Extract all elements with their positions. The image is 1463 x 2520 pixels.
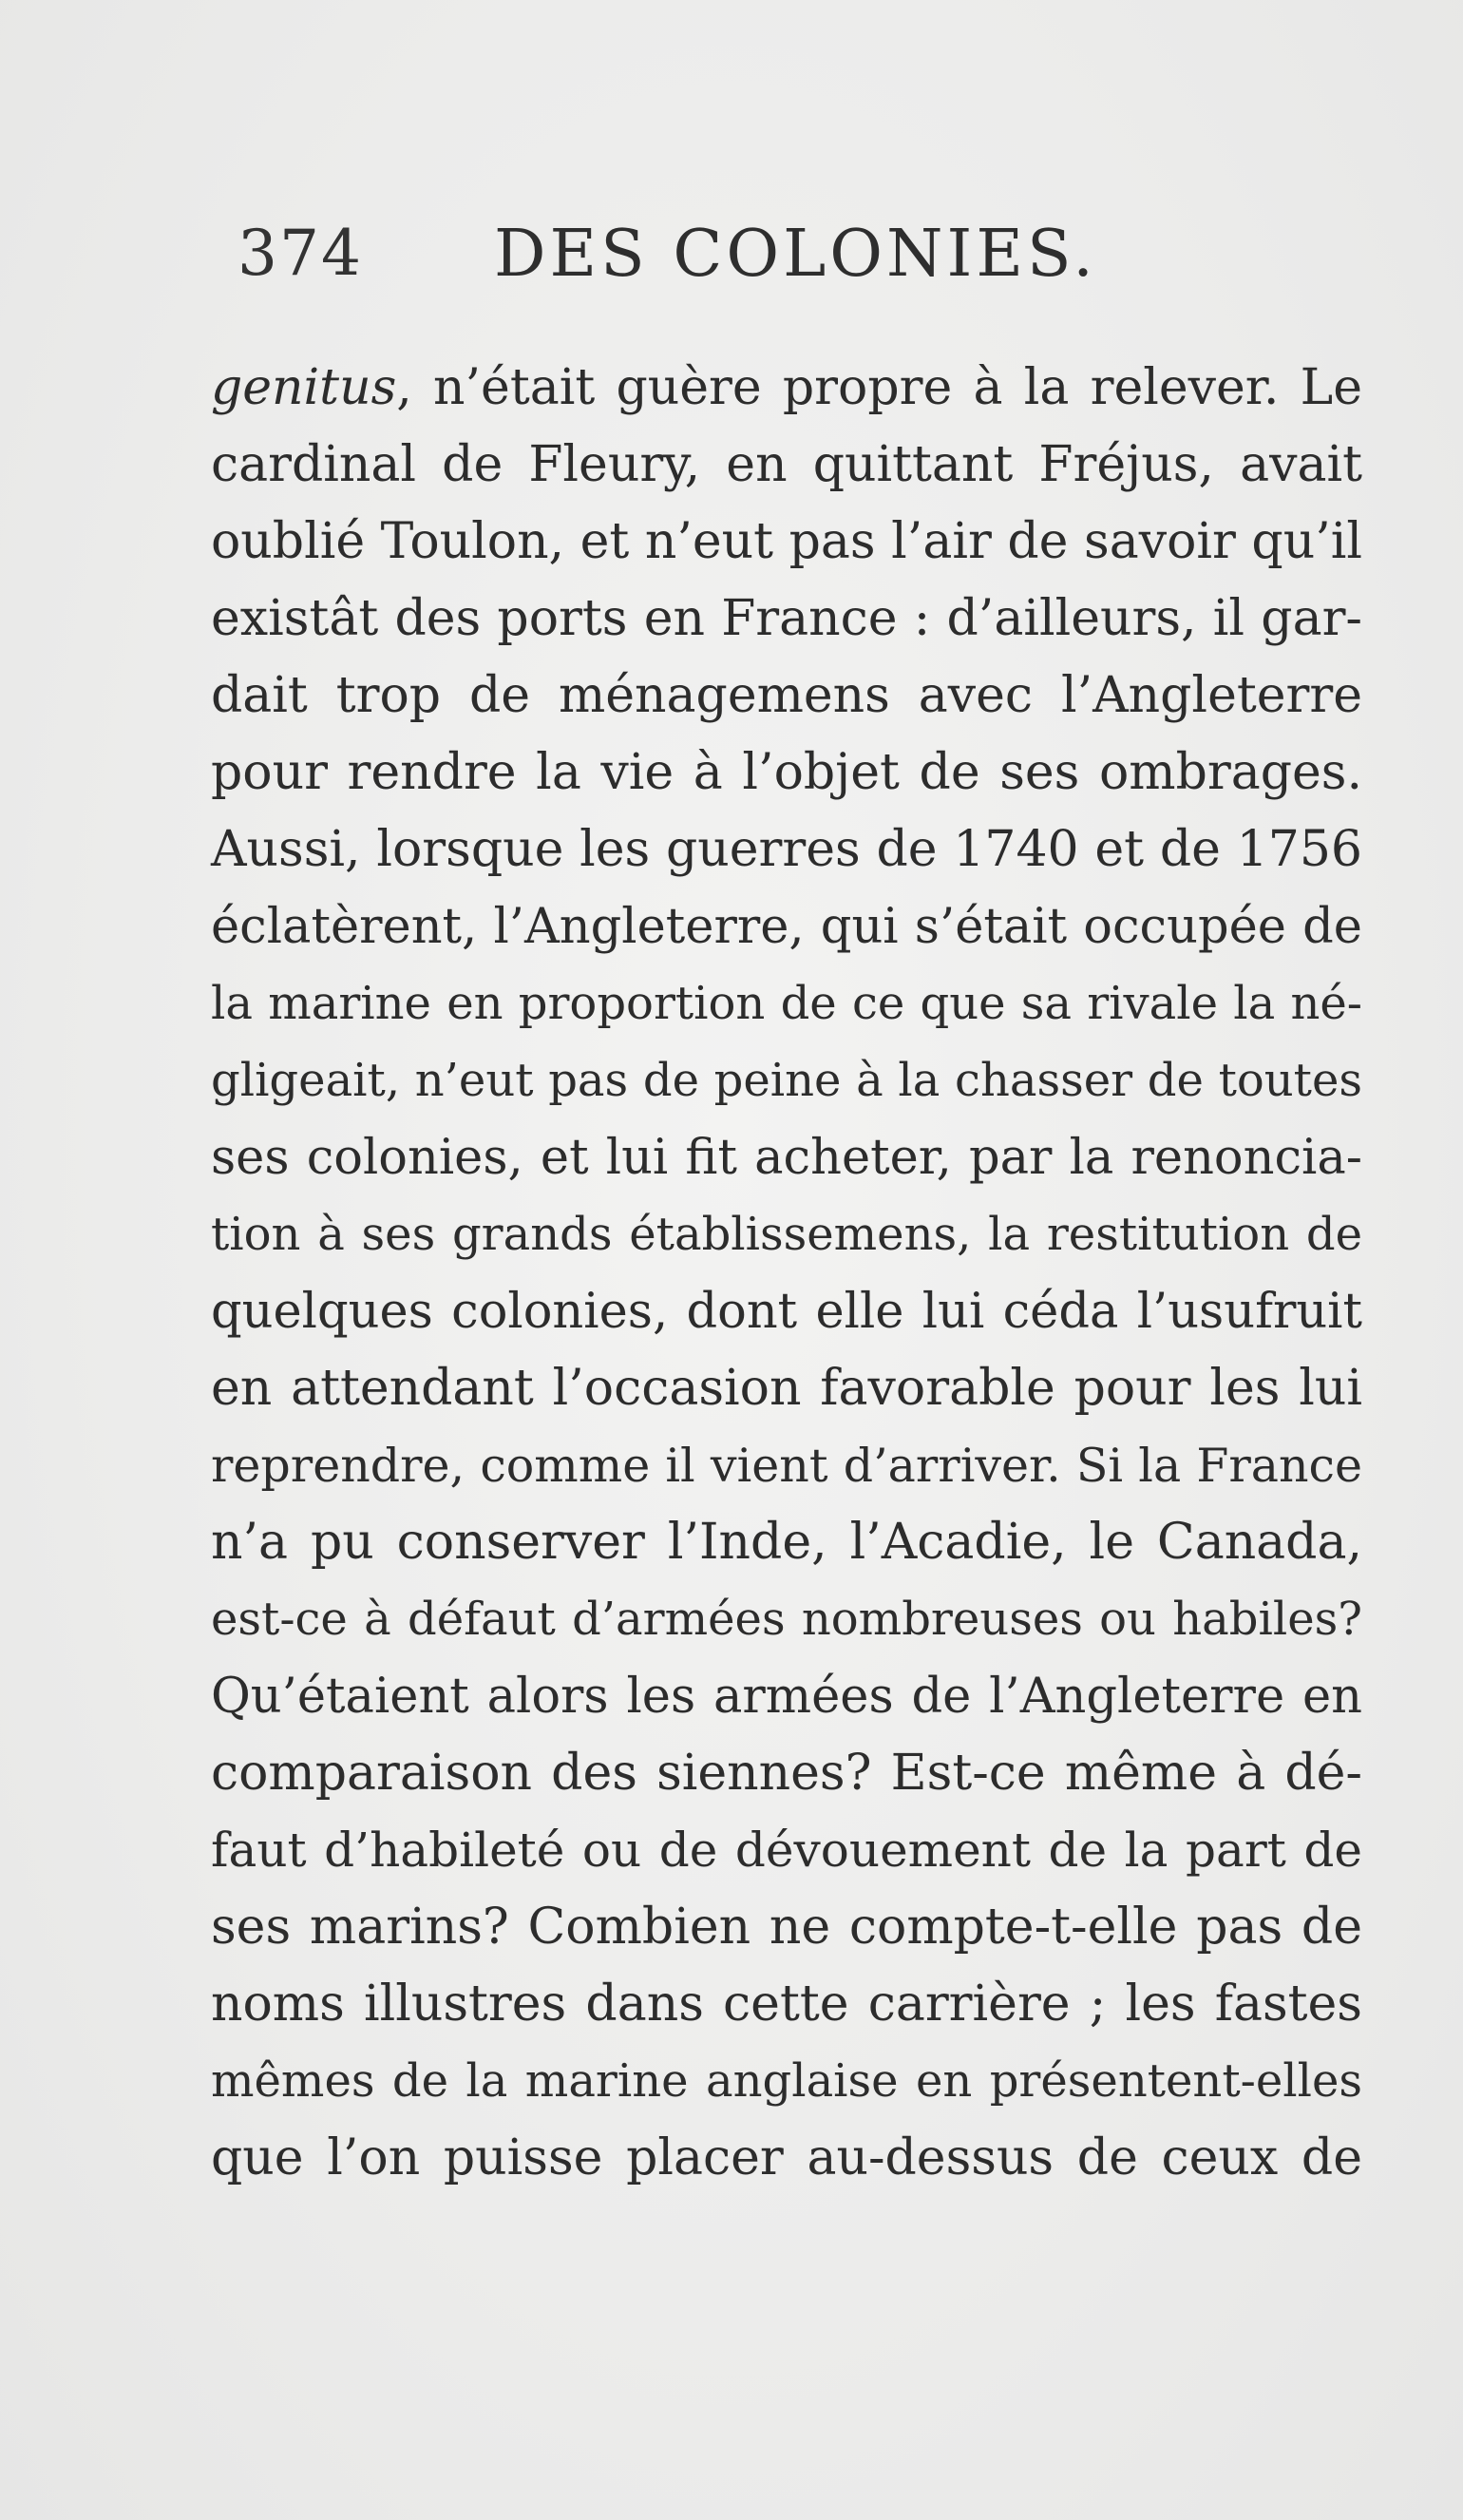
line-text: noms illustres dans cette carrière ; les fastes — [211, 1976, 1362, 2033]
page-header — [238, 217, 1264, 293]
page-number: 374 — [238, 217, 363, 290]
running-title: DES COLONIES. — [494, 217, 1097, 292]
text-line — [211, 581, 1362, 658]
line-text: ses colonies, et lui fit acheter, par la renoncia- — [211, 1130, 1362, 1186]
text-line — [211, 735, 1362, 811]
line-text: comparaison des siennes? Est-ce même à dé- — [211, 1745, 1362, 1802]
body-text — [211, 350, 1362, 2197]
text-line — [211, 811, 1362, 888]
text-line — [211, 1581, 1362, 1658]
text-line — [211, 658, 1362, 735]
line-text: que l’on puisse placer au-dessus de ceux de — [211, 2129, 1362, 2186]
text-line — [211, 1196, 1362, 1273]
text-line — [211, 1889, 1362, 1966]
italic-word: genitus — [211, 359, 397, 416]
line-text: Aussi, lorsque les guerres de 1740 et de 1756 — [211, 821, 1362, 878]
text-line — [211, 888, 1362, 965]
line-text: mêmes de la marine anglaise en présentent-elles — [211, 2054, 1362, 2108]
text-line — [211, 1350, 1362, 1427]
text-line — [211, 1273, 1362, 1350]
line-text: n’a pu conserver l’Inde, l’Acadie, le Canada, — [211, 1514, 1362, 1571]
line-text: pour rendre la vie à l’objet de ses ombrages. — [211, 744, 1362, 801]
line-text: ses marins? Combien ne compte-t-elle pas de — [211, 1899, 1362, 1956]
line-text: dait trop de ménagemens avec l’Angleterre — [211, 667, 1362, 724]
text-line — [211, 1812, 1362, 1889]
text-line — [211, 427, 1362, 504]
line-text: reprendre, comme il vient d’arriver. Si la France — [211, 1439, 1362, 1493]
text-line — [211, 2120, 1362, 2197]
text-line — [211, 504, 1362, 581]
line-text: cardinal de Fleury, en quittant Fréjus, avait — [211, 436, 1362, 493]
line-text: est-ce à défaut d’armées nombreuses ou habiles? — [211, 1593, 1362, 1646]
text-line — [211, 2043, 1362, 2120]
line-text: quelques colonies, dont elle lui céda l’usufruit — [211, 1284, 1362, 1340]
text-line — [211, 1119, 1362, 1196]
line-text: , n’était guère propre à la relever. Le — [396, 359, 1362, 416]
line-text: existât des ports en France : d’ailleurs, il gar- — [211, 590, 1362, 647]
line-text: oublié Toulon, et n’eut pas l’air de savoir qu’il — [211, 513, 1362, 570]
text-line — [211, 1658, 1362, 1735]
line-text: tion à ses grands établissemens, la restitution de — [211, 1208, 1362, 1261]
text-line — [211, 1966, 1362, 2043]
line-text: faut d’habileté ou de dévouement de la part de — [211, 1823, 1362, 1878]
text-line — [211, 1504, 1362, 1581]
text-line — [211, 965, 1362, 1042]
text-line — [211, 1735, 1362, 1812]
text-line — [211, 350, 1362, 427]
line-text: éclatèrent, l’Angleterre, qui s’était occupée de — [211, 899, 1362, 955]
line-text: la marine en proportion de ce que sa rivale la né- — [211, 977, 1362, 1030]
text-line — [211, 1042, 1362, 1119]
text-line — [211, 1427, 1362, 1504]
line-text: Qu’étaient alors les armées de l’Angleterre en — [211, 1669, 1362, 1725]
line-text: en attendant l’occasion favorable pour les lui — [211, 1360, 1362, 1417]
line-text: gligeait, n’eut pas de peine à la chasser de toutes — [211, 1054, 1362, 1107]
